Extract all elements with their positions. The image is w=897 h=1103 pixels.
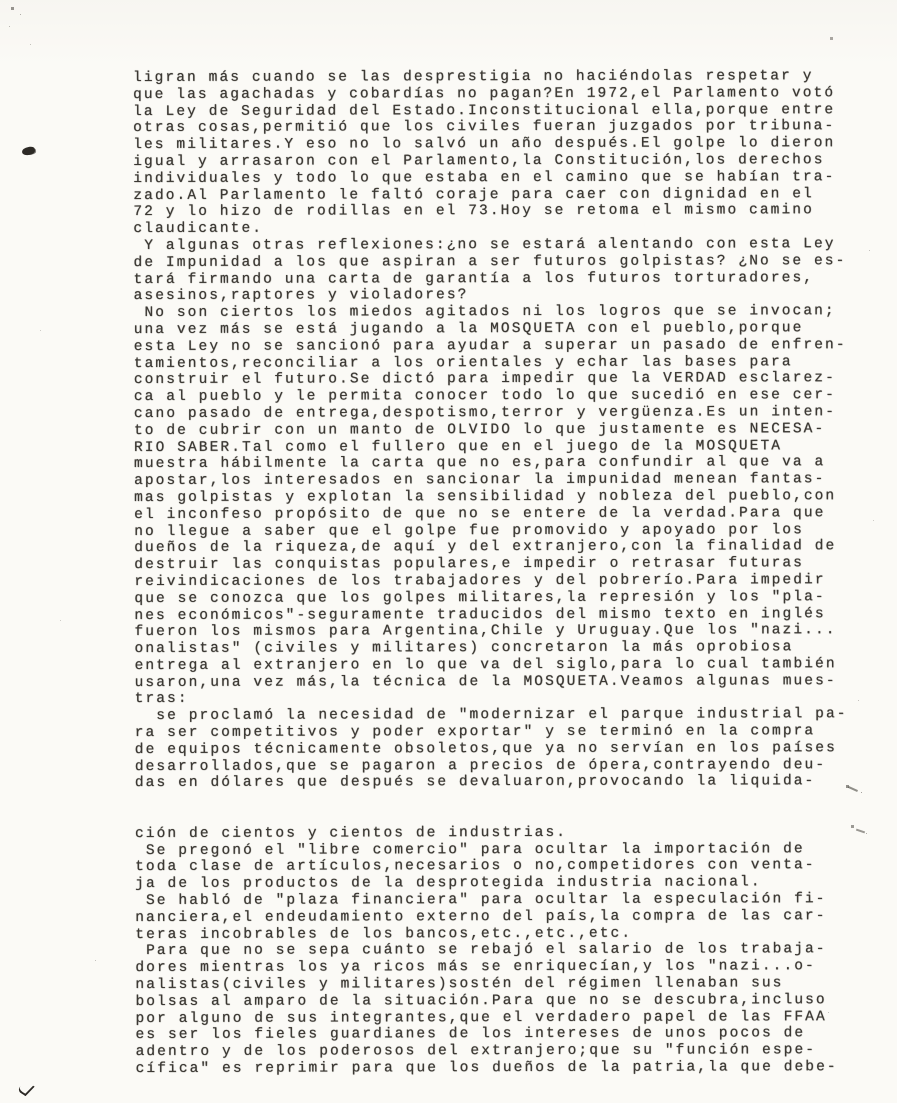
- scan-speck-field: [0, 0, 1, 1]
- typed-body-text: ligran más cuando se las desprestigia no haciéndolas respetar y que las agachadas y cobardías no pagan?En 1972,el Parlamento votó la Ley de Seguridad del Estado.Inconstitucional ella,porque entre otras cosas,permitió que los civiles fueran juzgados por tribuna- les militares.Y eso no lo salvó un año después.El golpe lo dieron igual y arrasaron con el Parlamento,la Constitución,los derechos individuales y todo lo que estaba en el camino que se habían tra- zado.Al Parlamento le faltó coraje para caer con dignidad en el 72 y lo hizo de rodillas en el 73.Hoy se retoma el mismo camino claudicante. Y algunas otras reflexiones:¿no se estará alentando con esta Ley de Impunidad a los que aspiran a ser futuros golpistas? ¿No se es- tará firmando una carta de garantía a los futuros torturadores, asesinos,raptores y violadores? No son ciertos los miedos agitados ni los logros que se invocan; una vez más se está jugando a la MOSQUETA con el pueblo,porque esta Ley no se sancionó para ayudar a superar un pasado de enfren- tamientos,reconciliar a los orientales y echar las bases para construir el futuro.Se dictó para impedir que la VERDAD esclarez- ca al pueblo y le permita conocer todo lo que sucedió en ese cer- cano pasado de entrega,despotismo,terror y vergüenza.Es un inten- to de cubrir con un manto de OLVIDO lo que justamente es NECESA- RIO SABER.Tal como el fullero que en el juego de la MOSQUETA muestra hábilmente la carta que no es,para confundir al que va a apostar,los interesados en sancionar la impunidad menean fantas- mas golpistas y explotan la sensibilidad y nobleza del pueblo,con el inconfeso propósito de que no se entere de la verdad.Para que no llegue a saber que el golpe fue promovido y apoyado por los dueños de la riqueza,de aquí y del extranjero,con la finalidad de destruir las conquistas populares,e impedir o retrasar futuras reivindicaciones de los trabajadores y del pobrerío.Para impedir que se conozca que los golpes militares,la represión y los "pla- nes económicos"-seguramente traducidos del mismo texto en inglés fueron los mismos para Argentina,Chile y Uruguay.Que los "nazi... onalistas" (civiles y militares) concretaron la más oprobiosa entrega al extranjero en lo que va del siglo,para lo cual también usaron,una vez más,la técnica de la MOSQUETA.Veamos algunas mues- tras: se proclamó la necesidad de "modernizar el parque industrial pa- ra ser competitivos y poder exportar" y se terminó en la compra de equipos técnicamente obsoletos,que ya no servían en los países desarrollados,que se pagaron a precios de ópera,contrayendo deu- das en dólares que después se devaluaron,provocando la liquida- ción de cientos y cientos de industrias. Se pregonó el "libre comercio" para ocultar la importación de toda clase de artículos,necesarios o no,competidores con venta- ja de los productos de la desprotegida industria nacional. Se habló de "plaza financiera" para ocultar la especulación fi- nanciera,el endeudamiento externo del país,la compra de las car- teras incobrables de los bancos,etc.,etc.,etc. Para que no se sepa cuánto se rebajó el salario de los trabaja- dores mientras los ya ricos más se enriquecían,y los "nazi...o- nalistas(civiles y militares)sostén del régimen llenaban sus bolsas al amparo de la situación.Para que no se descubra,incluso por alguno de sus integrantes,que el verdadero papel de las FFAA es ser los fieles guardianes de los intereses de unos pocos de adentro y de los poderosos del extranjero;que su "función espe- cífica" es reprimir para que los dueños de la patria,la que debe-: [133, 68, 848, 1078]
- ink-blot-mark: [22, 146, 36, 156]
- handwritten-tick-mark: [16, 1081, 35, 1096]
